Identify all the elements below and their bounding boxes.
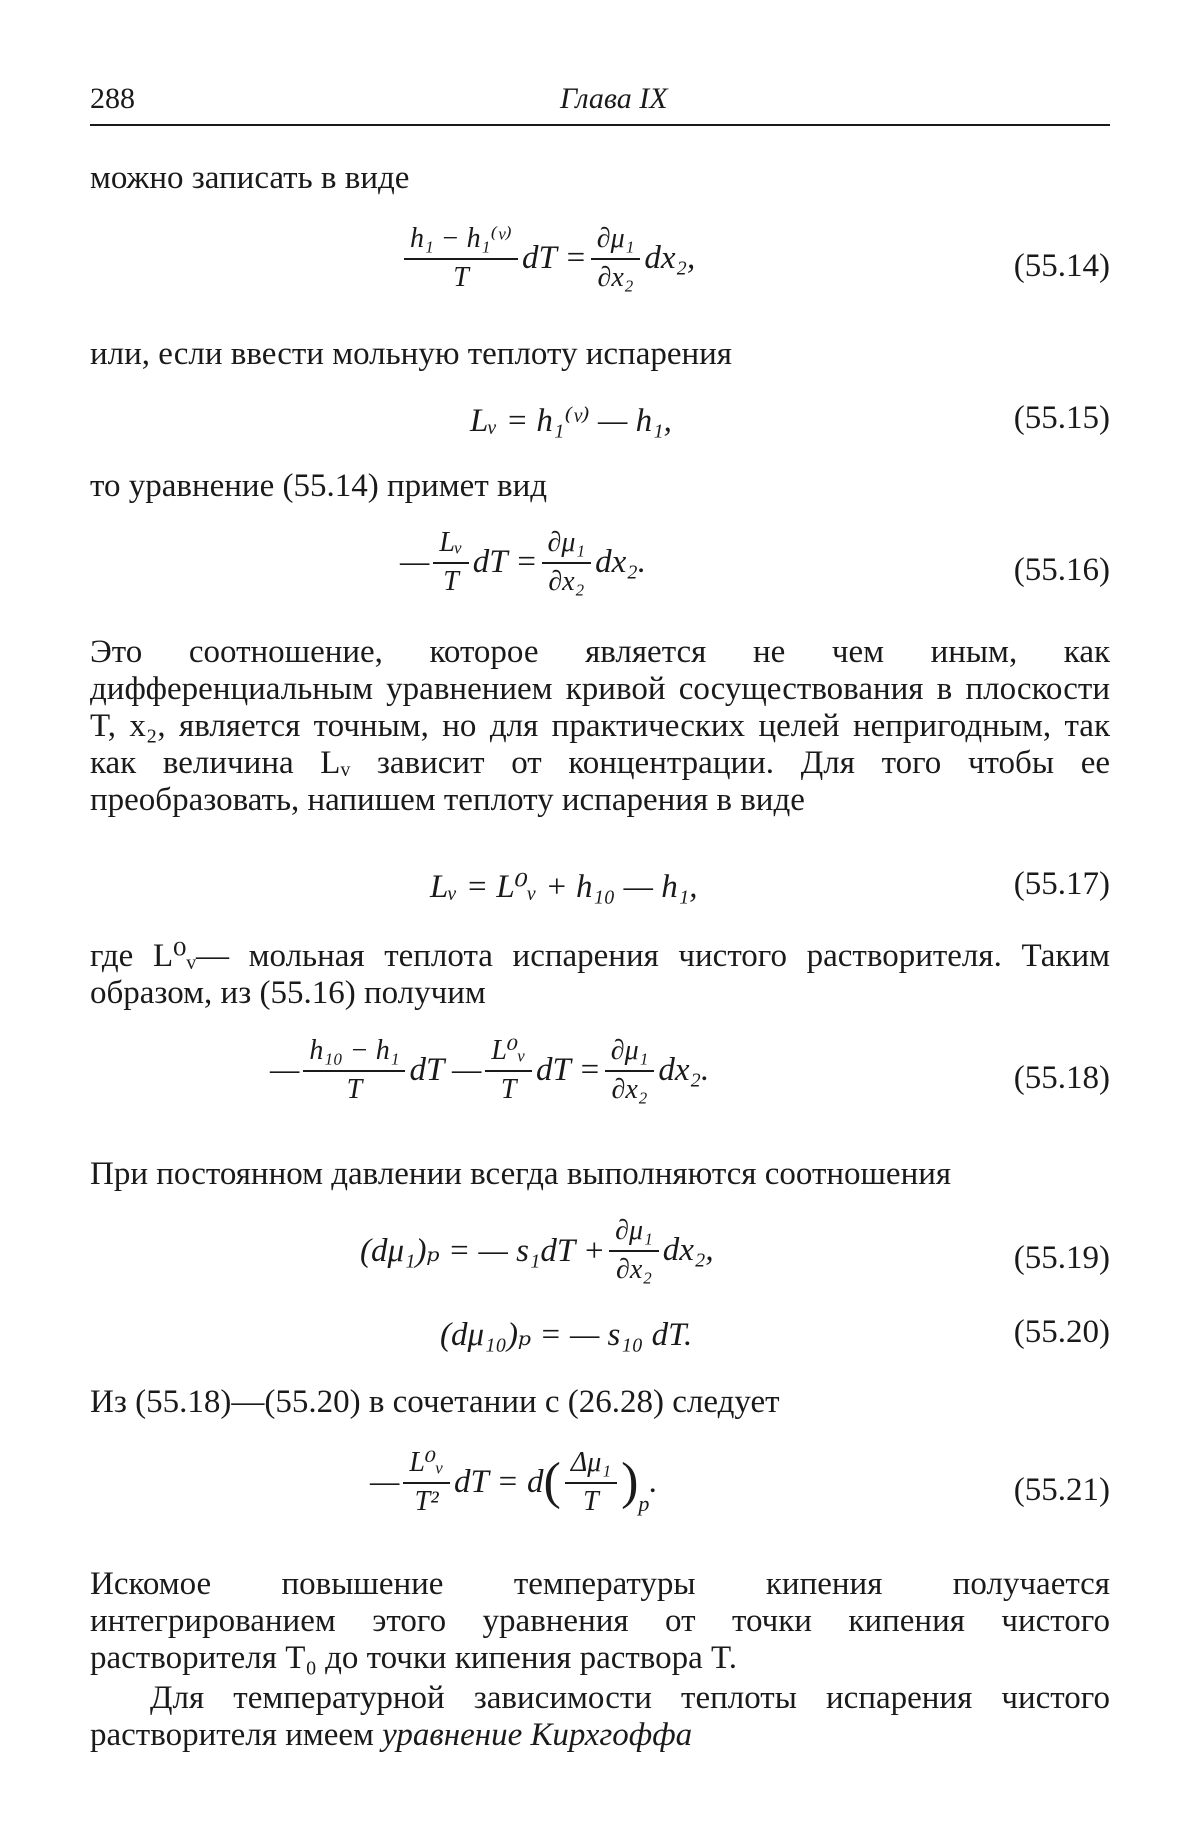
fraction-numerator: Δμ₁ xyxy=(565,1446,617,1484)
fraction-numerator: ∂μ₁ xyxy=(609,1214,659,1252)
fraction-denominator: ∂x₂ xyxy=(548,566,585,597)
equation-body xyxy=(270,1034,709,1106)
fraction xyxy=(542,526,592,598)
paragraph-7: Из (55.18)—(55.20) в сочетании с (26.28) следует xyxy=(90,1384,780,1420)
equation-number: (55.18) xyxy=(1013,1060,1110,1096)
fraction-denominator: T xyxy=(443,566,459,597)
fraction-denominator: ∂x₂ xyxy=(597,262,634,293)
fraction xyxy=(403,1446,450,1518)
fraction-numerator: h₁ − h₁⁽ᵛ⁾ xyxy=(404,222,518,260)
fraction xyxy=(303,1034,405,1106)
equation-body xyxy=(400,222,695,294)
fraction xyxy=(485,1034,532,1106)
equation-55-19 xyxy=(90,1214,1110,1304)
equation-55-15 xyxy=(90,400,1110,442)
paragraph-3: то уравнение (55.14) примет вид xyxy=(90,468,548,504)
right-parenthesis: ) xyxy=(621,1453,639,1510)
fraction-numerator: h₁₀ − h₁ xyxy=(303,1034,405,1072)
equation-55-14 xyxy=(90,222,1110,312)
fraction-numerator: L⁰ᵥ xyxy=(485,1034,532,1072)
equation-text: dx₂, xyxy=(662,1231,714,1268)
equation-number: (55.16) xyxy=(1013,552,1110,588)
equation-number: (55.21) xyxy=(1013,1472,1110,1508)
equation-text: — xyxy=(370,1463,400,1500)
paragraph-5: где L⁰ᵥ— мольная теплота испарения чистого растворителя. Таким образом, из (55.16) получим xyxy=(90,938,1110,1011)
fraction xyxy=(433,526,468,598)
fraction-denominator: T xyxy=(346,1074,363,1105)
fraction-denominator: T xyxy=(453,262,469,293)
left-parenthesis: ( xyxy=(543,1453,561,1510)
fraction xyxy=(609,1214,659,1286)
equation-text: dx₂, xyxy=(644,239,696,276)
kirchhoff-equation-term: уравнение Кирхгоффа xyxy=(382,1717,693,1753)
equation-body: (dμ₁₀)ₚ = — s₁₀ dT. xyxy=(440,1317,693,1353)
equation-text: dT = xyxy=(472,543,538,580)
equation-text: — xyxy=(400,543,430,580)
equation-55-18 xyxy=(90,1034,1110,1124)
fraction xyxy=(565,1446,617,1518)
equation-55-21 xyxy=(90,1446,1110,1536)
paragraph-6: При постоянном давлении всегда выполняются соотношения xyxy=(90,1156,952,1192)
equation-text: dT = xyxy=(535,1051,601,1088)
equation-text: (dμ₁)ₚ = — s₁dT + xyxy=(360,1233,606,1269)
equation-text: dT = d xyxy=(453,1463,544,1500)
equation-text: — xyxy=(270,1051,300,1088)
equation-number: (55.17) xyxy=(1013,866,1110,902)
chapter-title: Глава IX xyxy=(560,82,668,115)
equation-55-17 xyxy=(90,866,1110,908)
equation-number: (55.20) xyxy=(1013,1314,1110,1350)
fraction-denominator: ∂x₂ xyxy=(615,1254,652,1285)
fraction-numerator: L⁰ᵥ xyxy=(403,1446,450,1484)
fraction-denominator: T xyxy=(500,1074,517,1105)
fraction-denominator: T² xyxy=(414,1486,439,1517)
equation-number: (55.19) xyxy=(1013,1240,1110,1276)
fraction xyxy=(404,222,518,294)
fraction-numerator: ∂μ₁ xyxy=(591,222,641,260)
page-number: 288 xyxy=(90,82,135,115)
paragraph-1: можно записать в виде xyxy=(90,160,410,196)
equation-body: Lᵥ = L⁰ᵥ + h₁₀ — h₁, xyxy=(430,869,698,905)
equation-number: (55.15) xyxy=(1013,400,1110,436)
equation-body xyxy=(360,1214,714,1286)
page-header xyxy=(90,78,1110,126)
equation-text: dx₂. xyxy=(658,1051,710,1088)
fraction xyxy=(591,222,641,294)
fraction-numerator: ∂μ₁ xyxy=(605,1034,655,1072)
fraction-denominator: ∂x₂ xyxy=(611,1074,648,1105)
fraction-denominator: T xyxy=(583,1486,599,1517)
equation-body xyxy=(400,526,646,598)
paragraph-9-text: Для температурной зависимости теплоты испарения чистого растворителя имеем xyxy=(90,1680,1110,1753)
equation-body xyxy=(370,1446,658,1518)
equation-text: dT = xyxy=(521,239,587,276)
fraction-numerator: ∂μ₁ xyxy=(542,526,592,564)
equation-text: dT — xyxy=(409,1051,482,1088)
equation-55-16 xyxy=(90,526,1110,616)
paragraph-9 xyxy=(90,1680,1110,1754)
paragraph-4: Это соотношение, которое является не чем иным, как дифференциальным уравнением кривой сосуществования в плоскости T, x₂, является точным, но для практических целей непригодным, так как величина Lᵥ зависит от концентрации. Для того чтобы ее преобразовать, напишем теплоту испарения в виде xyxy=(90,634,1110,818)
subscript: p xyxy=(638,1491,650,1516)
paragraph-2: или, если ввести мольную теплоту испарения xyxy=(90,336,732,372)
equation-text: . xyxy=(649,1463,658,1500)
equation-text: dx₂. xyxy=(595,543,647,580)
equation-55-20 xyxy=(90,1314,1110,1356)
fraction xyxy=(605,1034,655,1106)
equation-body: Lᵥ = h₁⁽ᵛ⁾ — h₁, xyxy=(470,403,672,439)
paragraph-8: Искомое повышение температуры кипения получается интегрированием этого уравнения от точки кипения чистого растворителя T₀ до точки кипения раствора T. xyxy=(90,1566,1110,1676)
fraction-numerator: Lᵥ xyxy=(433,526,468,564)
equation-number: (55.14) xyxy=(1013,248,1110,284)
